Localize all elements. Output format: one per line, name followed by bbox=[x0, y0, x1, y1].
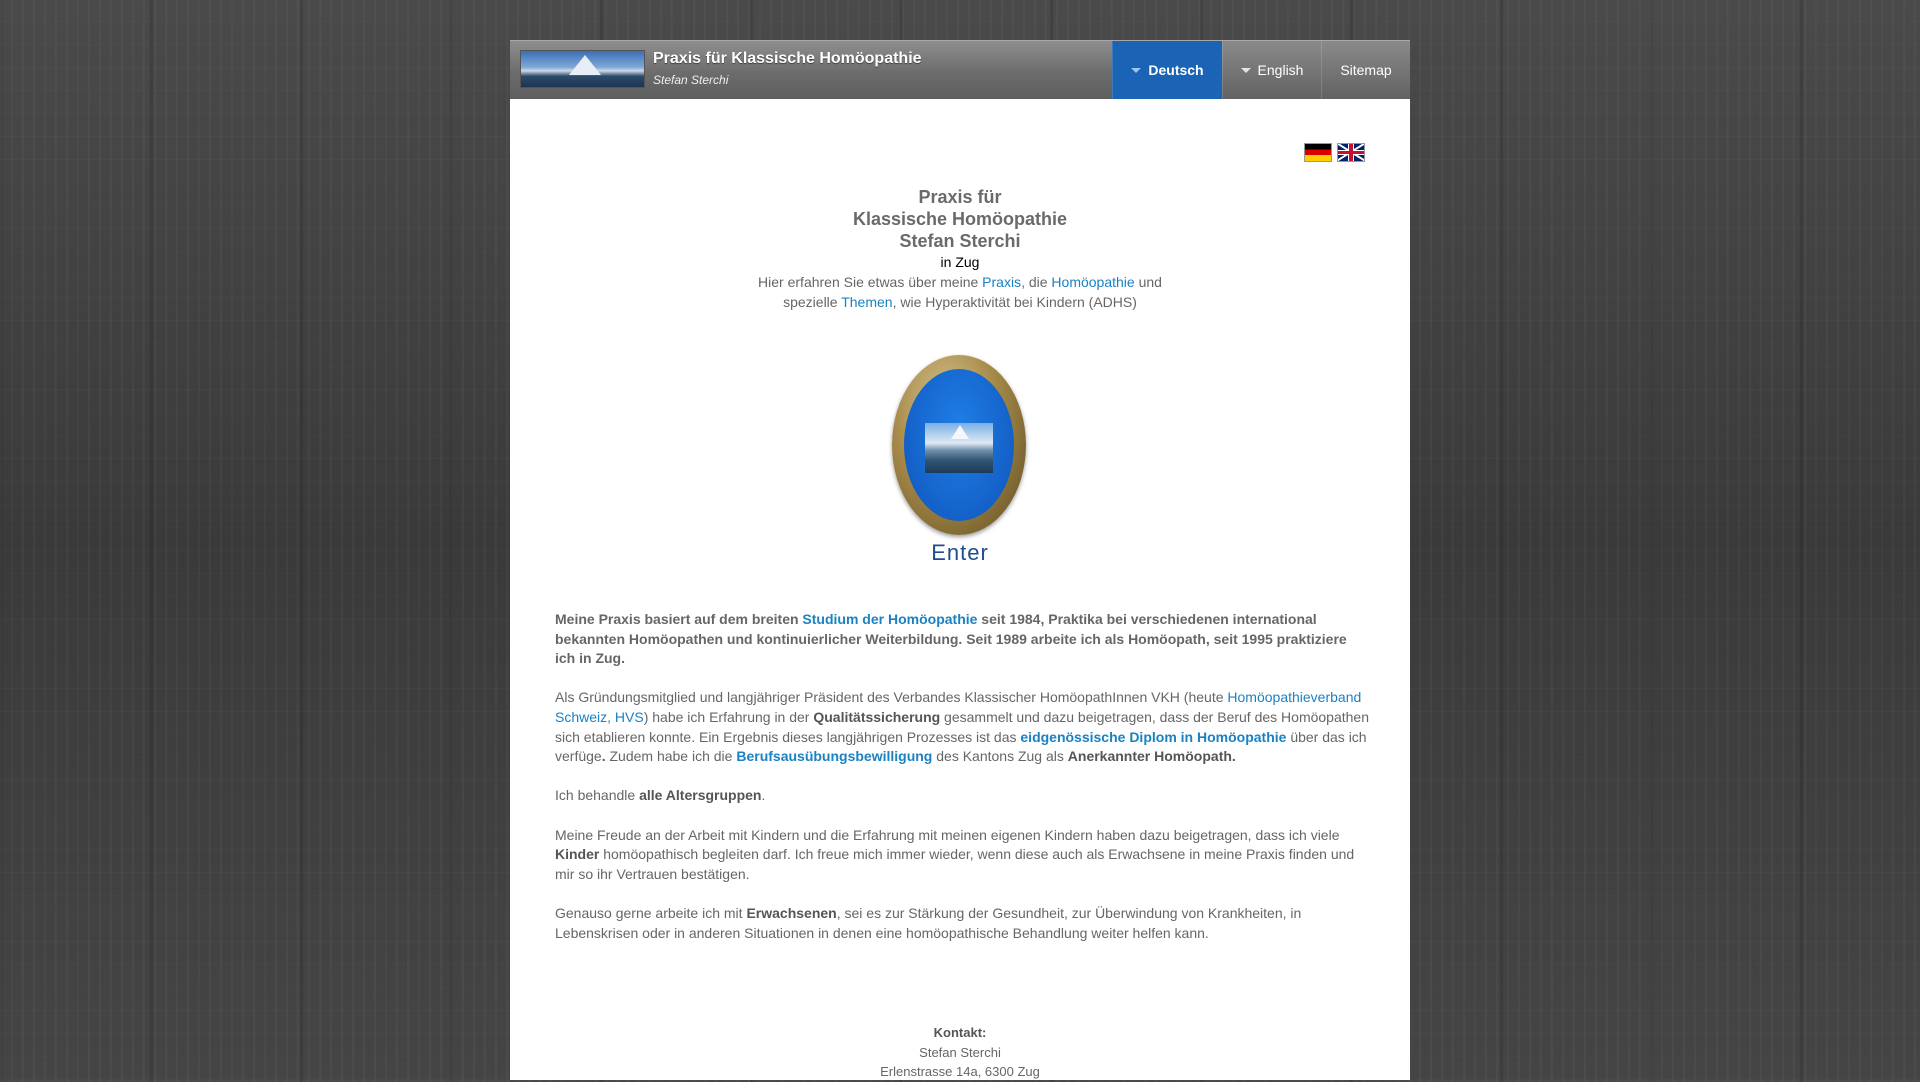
nav-item-label: Sitemap bbox=[1340, 62, 1392, 78]
header-logo-image[interactable] bbox=[520, 50, 645, 88]
contact-address: Erlenstrasse 14a, 6300 Zug bbox=[880, 1064, 1040, 1080]
bold-text: Kinder bbox=[555, 846, 600, 863]
main-content bbox=[555, 610, 1370, 963]
link-themen[interactable]: Themen bbox=[841, 294, 893, 310]
nav-item-english[interactable] bbox=[1222, 41, 1321, 99]
content-paragraph bbox=[555, 688, 1370, 766]
bold-text: Erwachsenen bbox=[746, 904, 837, 921]
site-title[interactable]: Praxis für Klassische Homöopathie bbox=[653, 50, 922, 67]
nav-item-sitemap[interactable] bbox=[1321, 41, 1410, 99]
page-container bbox=[510, 40, 1410, 1080]
text: . bbox=[761, 787, 766, 804]
hero-title-line: Klassische Homöopathie bbox=[852, 209, 1068, 229]
text: Meine Freude an der Arbeit mit Kindern und die Erfahrung mit meinen eigenen Kindern haben dazu beigetragen, dass ich viele bbox=[555, 826, 1340, 843]
text: , sei es zur Stärkung der Gesundheit, zur Überwindung von Krankheiten, in Lebenskrisen oder in anderen Situationen in denen eine homöopathische Behandlung weiter helfen kann. bbox=[555, 904, 1302, 941]
intro-text: , wie Hyperaktivität bei Kindern (ADHS) bbox=[892, 294, 1137, 310]
content-paragraph bbox=[555, 786, 1370, 806]
text: Ich behandle bbox=[555, 787, 640, 804]
text: Genauso gerne arbeite ich mit bbox=[555, 904, 747, 921]
text: Meine Praxis basiert auf dem breiten bbox=[555, 611, 803, 627]
bold-text: alle Altersgruppen bbox=[639, 787, 762, 804]
text: über das ich verfüge bbox=[555, 728, 1367, 765]
mirror-glass bbox=[904, 369, 1014, 521]
bold-text: Qualitätssicherung bbox=[813, 708, 941, 725]
contact-name: Stefan Sterchi bbox=[919, 1044, 1001, 1060]
caret-down-icon bbox=[1131, 68, 1141, 73]
text: des Kantons Zug als bbox=[932, 748, 1068, 765]
german-flag-icon[interactable] bbox=[1304, 143, 1332, 162]
text: ) habe ich Erfahrung in der bbox=[643, 708, 814, 725]
content-paragraph bbox=[555, 610, 1370, 669]
content-paragraph bbox=[555, 904, 1370, 943]
link-homoeopathie[interactable]: Homöopathie bbox=[1051, 274, 1135, 290]
text: Als Gründungsmitglied und langjähriger Präsident des Verbandes Klassischer HomöopathInnen VKH (heute bbox=[555, 689, 1228, 706]
link-studium[interactable]: Studium der Homöopathie bbox=[802, 611, 978, 627]
site-subtitle: Stefan Sterchi bbox=[653, 73, 729, 87]
link-berufsausuebung[interactable]: Berufsausübungsbewilligung bbox=[736, 748, 933, 765]
bold-text: Anerkannter Homöopath. bbox=[1067, 748, 1236, 765]
uk-flag-icon[interactable] bbox=[1337, 143, 1365, 162]
intro-text: und spezielle bbox=[783, 274, 1162, 310]
text: Zudem habe ich die bbox=[605, 748, 737, 765]
main-nav bbox=[1112, 41, 1410, 99]
nav-item-label: English bbox=[1257, 62, 1304, 78]
flag-cross bbox=[1349, 144, 1353, 161]
hero-title-line: Stefan Sterchi bbox=[899, 231, 1021, 251]
link-praxis[interactable]: Praxis bbox=[982, 274, 1022, 290]
caret-down-icon bbox=[1241, 68, 1251, 73]
hero-intro bbox=[730, 272, 1190, 312]
text: gesammelt und dazu beigetragen, dass der Beruf des Homöopathen sich etablieren konnte. Ein Ergebnis dieses langjährigen Prozesses ist das bbox=[555, 708, 1369, 745]
link-hvs[interactable]: Homöopathieverband Schweiz, HVS bbox=[555, 689, 1362, 725]
mountain-lake-picture bbox=[925, 423, 993, 473]
link-diplom[interactable]: eidgenössische Diplom in Homöopathie bbox=[1020, 728, 1287, 745]
hero-heading bbox=[510, 186, 1410, 312]
contact-label: Kontakt: bbox=[933, 1025, 987, 1040]
intro-text: , die bbox=[1021, 274, 1052, 290]
hero-title-line: Praxis für bbox=[918, 187, 1002, 207]
enter-mirror-image[interactable] bbox=[892, 355, 1026, 535]
text: seit 1984, Praktika bei verschiedenen international bekannten Homöopathen und kontinuierlicher Weiterbildung. Seit 1989 arbeite ich als Homöopath, seit 1995 praktiziere ich in Zug. bbox=[555, 611, 1347, 667]
content-paragraph bbox=[555, 826, 1370, 885]
enter-link[interactable]: Enter bbox=[931, 540, 989, 565]
nav-item-deutsch[interactable] bbox=[1112, 41, 1222, 99]
intro-text: Hier erfahren Sie etwas über meine bbox=[758, 274, 983, 290]
nav-item-label: Deutsch bbox=[1148, 62, 1204, 78]
text: homöopathisch begleiten darf. Ich freue mich immer wieder, wenn diese auch als Erwachsene in meine Praxis finden und mir so ihr Vertrauen bestätigen. bbox=[555, 846, 1355, 882]
hero-location: in Zug bbox=[940, 254, 980, 270]
contact-block bbox=[510, 1023, 1410, 1082]
site-header bbox=[510, 40, 1410, 99]
bold-text: . bbox=[601, 748, 606, 765]
language-flags bbox=[1304, 143, 1365, 162]
